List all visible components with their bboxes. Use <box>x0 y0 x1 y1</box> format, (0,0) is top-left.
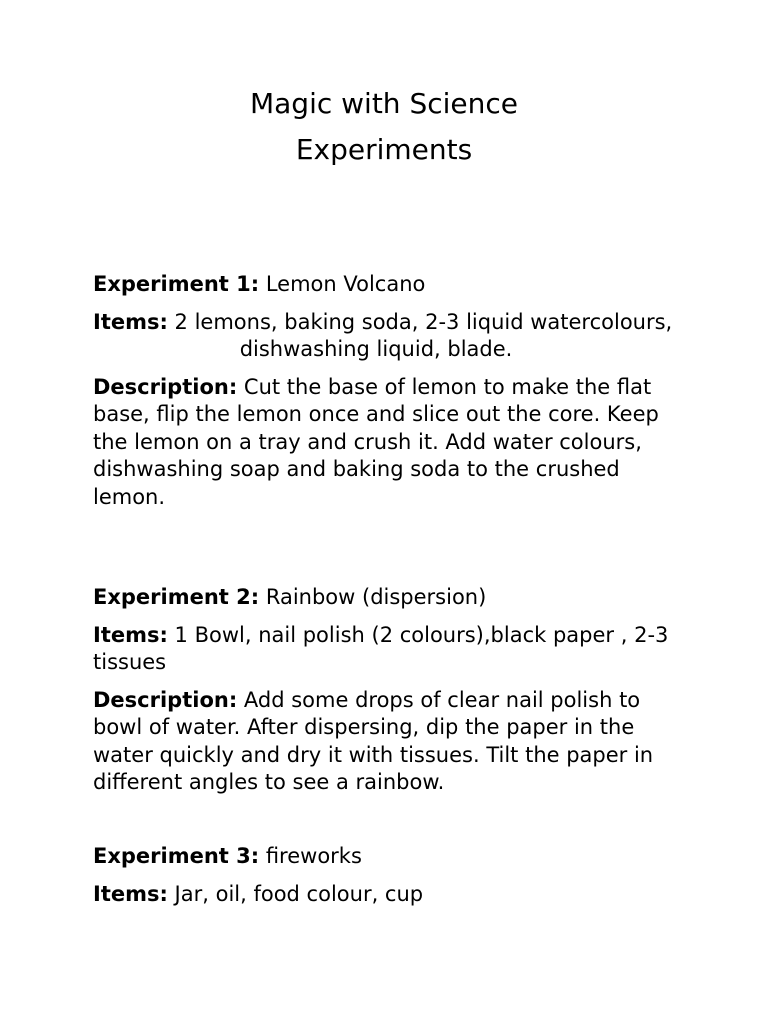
document-title <box>0 81 768 173</box>
experiment-heading <box>93 584 683 612</box>
experiment-name: Lemon Volcano <box>259 272 426 296</box>
experiment-heading <box>93 271 683 299</box>
items-paragraph <box>93 881 683 909</box>
experiment-label: Experiment 3: <box>93 844 260 868</box>
items-text: 2 lemons, baking soda, 2-3 liquid watercolours, <box>167 309 673 334</box>
experiment-name: Rainbow (dispersion) <box>259 585 487 609</box>
description-label: Description: <box>93 374 238 399</box>
items-text: 1 Bowl, nail polish (2 colours),black paper , 2-3 tissues <box>93 622 669 674</box>
items-label: Items: <box>93 881 168 906</box>
description-label: Description: <box>93 687 238 712</box>
description-paragraph <box>93 687 683 797</box>
experiment-1 <box>93 271 683 521</box>
items-label: Items: <box>93 622 168 647</box>
experiment-heading <box>93 843 683 871</box>
items-paragraph <box>93 309 683 364</box>
items-label: Items: <box>93 309 168 334</box>
experiment-2 <box>93 584 683 807</box>
items-text: Jar, oil, food colour, cup <box>167 881 424 906</box>
items-paragraph <box>93 622 683 677</box>
experiment-name: fireworks <box>259 844 362 868</box>
experiment-label: Experiment 1: <box>93 272 260 296</box>
experiment-label: Experiment 2: <box>93 585 260 609</box>
description-paragraph <box>93 374 683 512</box>
items-text-continued: dishwashing liquid, blade. <box>239 337 513 361</box>
title-line-2: Experiments <box>295 133 473 166</box>
title-line-1: Magic with Science <box>249 87 518 120</box>
experiment-3 <box>93 843 683 918</box>
description-text: Add some drops of clear nail polish to bowl of water. After dispersing, dip the paper in the water quickly and dry it with tissues. Tilt the paper in different angles to see a rainbow. <box>93 687 654 794</box>
description-text: Cut the base of lemon to make the flat base, flip the lemon once and slice out the core. Keep the lemon on a tray and crush it. Add water colours, dishwashing soap and baking soda to the crushed lemon. <box>93 374 659 509</box>
